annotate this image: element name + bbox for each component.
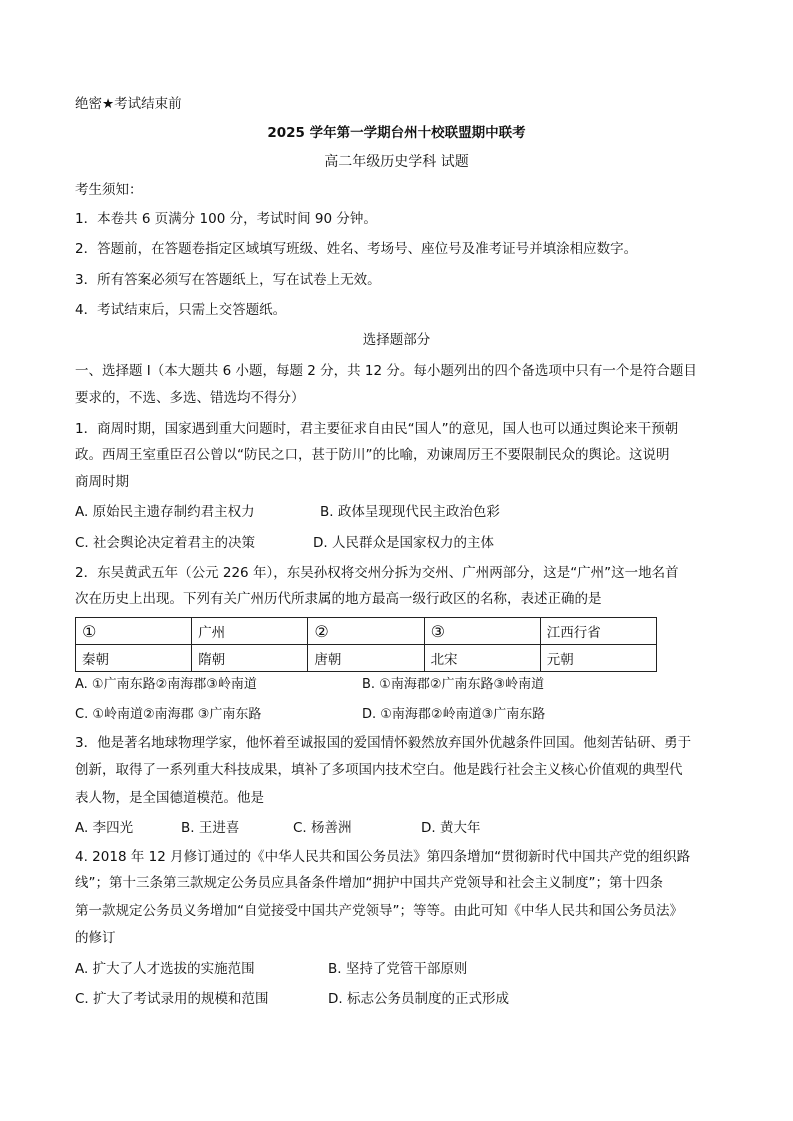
- q2-option-a: A. ①广南东路②南海郡③岭南道: [75, 677, 257, 692]
- table-cell: 广州: [192, 618, 308, 645]
- q1-stem-line-3: 商周时期: [75, 474, 129, 490]
- q4-option-a: A. 扩大了人才选拔的实施范围: [75, 961, 255, 977]
- table-row: [76, 645, 657, 672]
- q3-stem-line-2: 创新，取得了一系列重大科技成果，填补了多项国内技术空白。他是践行社会主义核心价值观的典型代: [75, 762, 683, 778]
- q3-option-d: D. 黄大年: [421, 820, 481, 836]
- q4-option-b: B. 坚持了党管干部原则: [328, 961, 468, 977]
- section-title: 选择题部分: [362, 332, 431, 348]
- q4-stem-line-2: 线”；第十三条第三款规定公务员应具备条件增加“拥护中国共产党领导和社会主义制度”；第十四条: [75, 875, 663, 891]
- table-cell: 唐朝: [308, 645, 424, 672]
- q2-stem-line-1: 2．东吴黄武五年（公元 226 年），东吴孙权将交州分拆为交州、广州两部分，这是“广州”这一地名首: [75, 565, 679, 581]
- notice-item-2: 2．答题前，在答题卷指定区域填写班级、姓名、考场号、座位号及准考证号并填涂相应数字。: [75, 241, 638, 257]
- q2-option-b: B. ①南海郡②广南东路③岭南道: [362, 677, 545, 692]
- q4-stem-line-1: 4. 2018 年 12 月修订通过的《中华人民共和国公务员法》第四条增加“贯彻新时代中国共产党的组织路: [75, 849, 691, 865]
- table-cell: 元朝: [540, 645, 656, 672]
- notice-item-4: 4．考试结束后，只需上交答题纸。: [75, 302, 287, 318]
- q2-stem-line-2: 次在历史上出现。下列有关广州历代所隶属的地方最高一级行政区的名称，表述正确的是: [75, 591, 602, 607]
- table-cell: 江西行省: [540, 618, 656, 645]
- section-instructions-line-2: 要求的，不选、多选、错选均不得分）: [75, 390, 305, 406]
- table-cell: ③: [424, 618, 540, 645]
- q3-option-c: C. 杨善洲: [293, 820, 352, 836]
- q1-stem-line-1: 1．商周时期，国家遇到重大问题时，君主要征求自由民“国人”的意见，国人也可以通过舆论来干预朝: [75, 421, 679, 437]
- exam-subtitle: 高二年级历史学科 试题: [324, 154, 469, 170]
- table-cell: ②: [308, 618, 424, 645]
- q3-stem-line-3: 表人物，是全国德道模范。他是: [75, 790, 264, 806]
- q1-option-d: D. 人民群众是国家权力的主体: [313, 535, 494, 551]
- table-cell: 北宋: [424, 645, 540, 672]
- confidential-label: 绝密★考试结束前: [75, 96, 182, 112]
- q1-option-c: C. 社会舆论决定着君主的决策: [75, 535, 256, 551]
- table-cell: 秦朝: [76, 645, 192, 672]
- table-cell: ①: [76, 618, 192, 645]
- q3-stem-line-1: 3．他是著名地球物理学家，他怀着至诚报国的爱国情怀毅然放弃国外优越条件回国。他刻苦钻研、勇于: [75, 735, 692, 751]
- q2-option-d: D. ①南海郡②岭南道③广南东路: [362, 707, 546, 722]
- q3-option-a: A. 李四光: [75, 820, 134, 836]
- section-instructions-line-1: 一、选择题 I（本大题共 6 小题，每题 2 分，共 12 分。每小题列出的四个备选项中只有一个是符合题目: [75, 363, 697, 379]
- exam-title: 2025 学年第一学期台州十校联盟期中联考: [267, 125, 526, 141]
- table-cell: 隋朝: [192, 645, 308, 672]
- notice-heading: 考生须知：: [75, 182, 143, 198]
- q4-stem-line-4: 的修订: [75, 930, 116, 946]
- notice-item-3: 3．所有答案必须写在答题纸上，写在试卷上无效。: [75, 272, 381, 288]
- q1-option-a: A. 原始民主遗存制约君主权力: [75, 504, 255, 520]
- table-row: [76, 618, 657, 645]
- notice-item-1: 1．本卷共 6 页满分 100 分，考试时间 90 分钟。: [75, 211, 377, 227]
- region-table: [75, 617, 657, 672]
- q4-stem-line-3: 第一款规定公务员义务增加“自觉接受中国共产党领导”；等等。由此可知《中华人民共和国公务员法》: [75, 903, 683, 919]
- q1-option-b: B. 政体呈现现代民主政治色彩: [320, 504, 500, 520]
- q3-option-b: B. 王进喜: [181, 820, 240, 836]
- q2-option-c: C. ①岭南道②南海郡 ③广南东路: [75, 707, 262, 722]
- q1-stem-line-2: 政。西周王室重臣召公曾以“防民之口，甚于防川”的比喻，劝谏周厉王不要限制民众的舆论。这说明: [75, 447, 670, 463]
- q4-option-c: C. 扩大了考试录用的规模和范围: [75, 991, 269, 1007]
- q4-option-d: D. 标志公务员制度的正式形成: [328, 991, 509, 1007]
